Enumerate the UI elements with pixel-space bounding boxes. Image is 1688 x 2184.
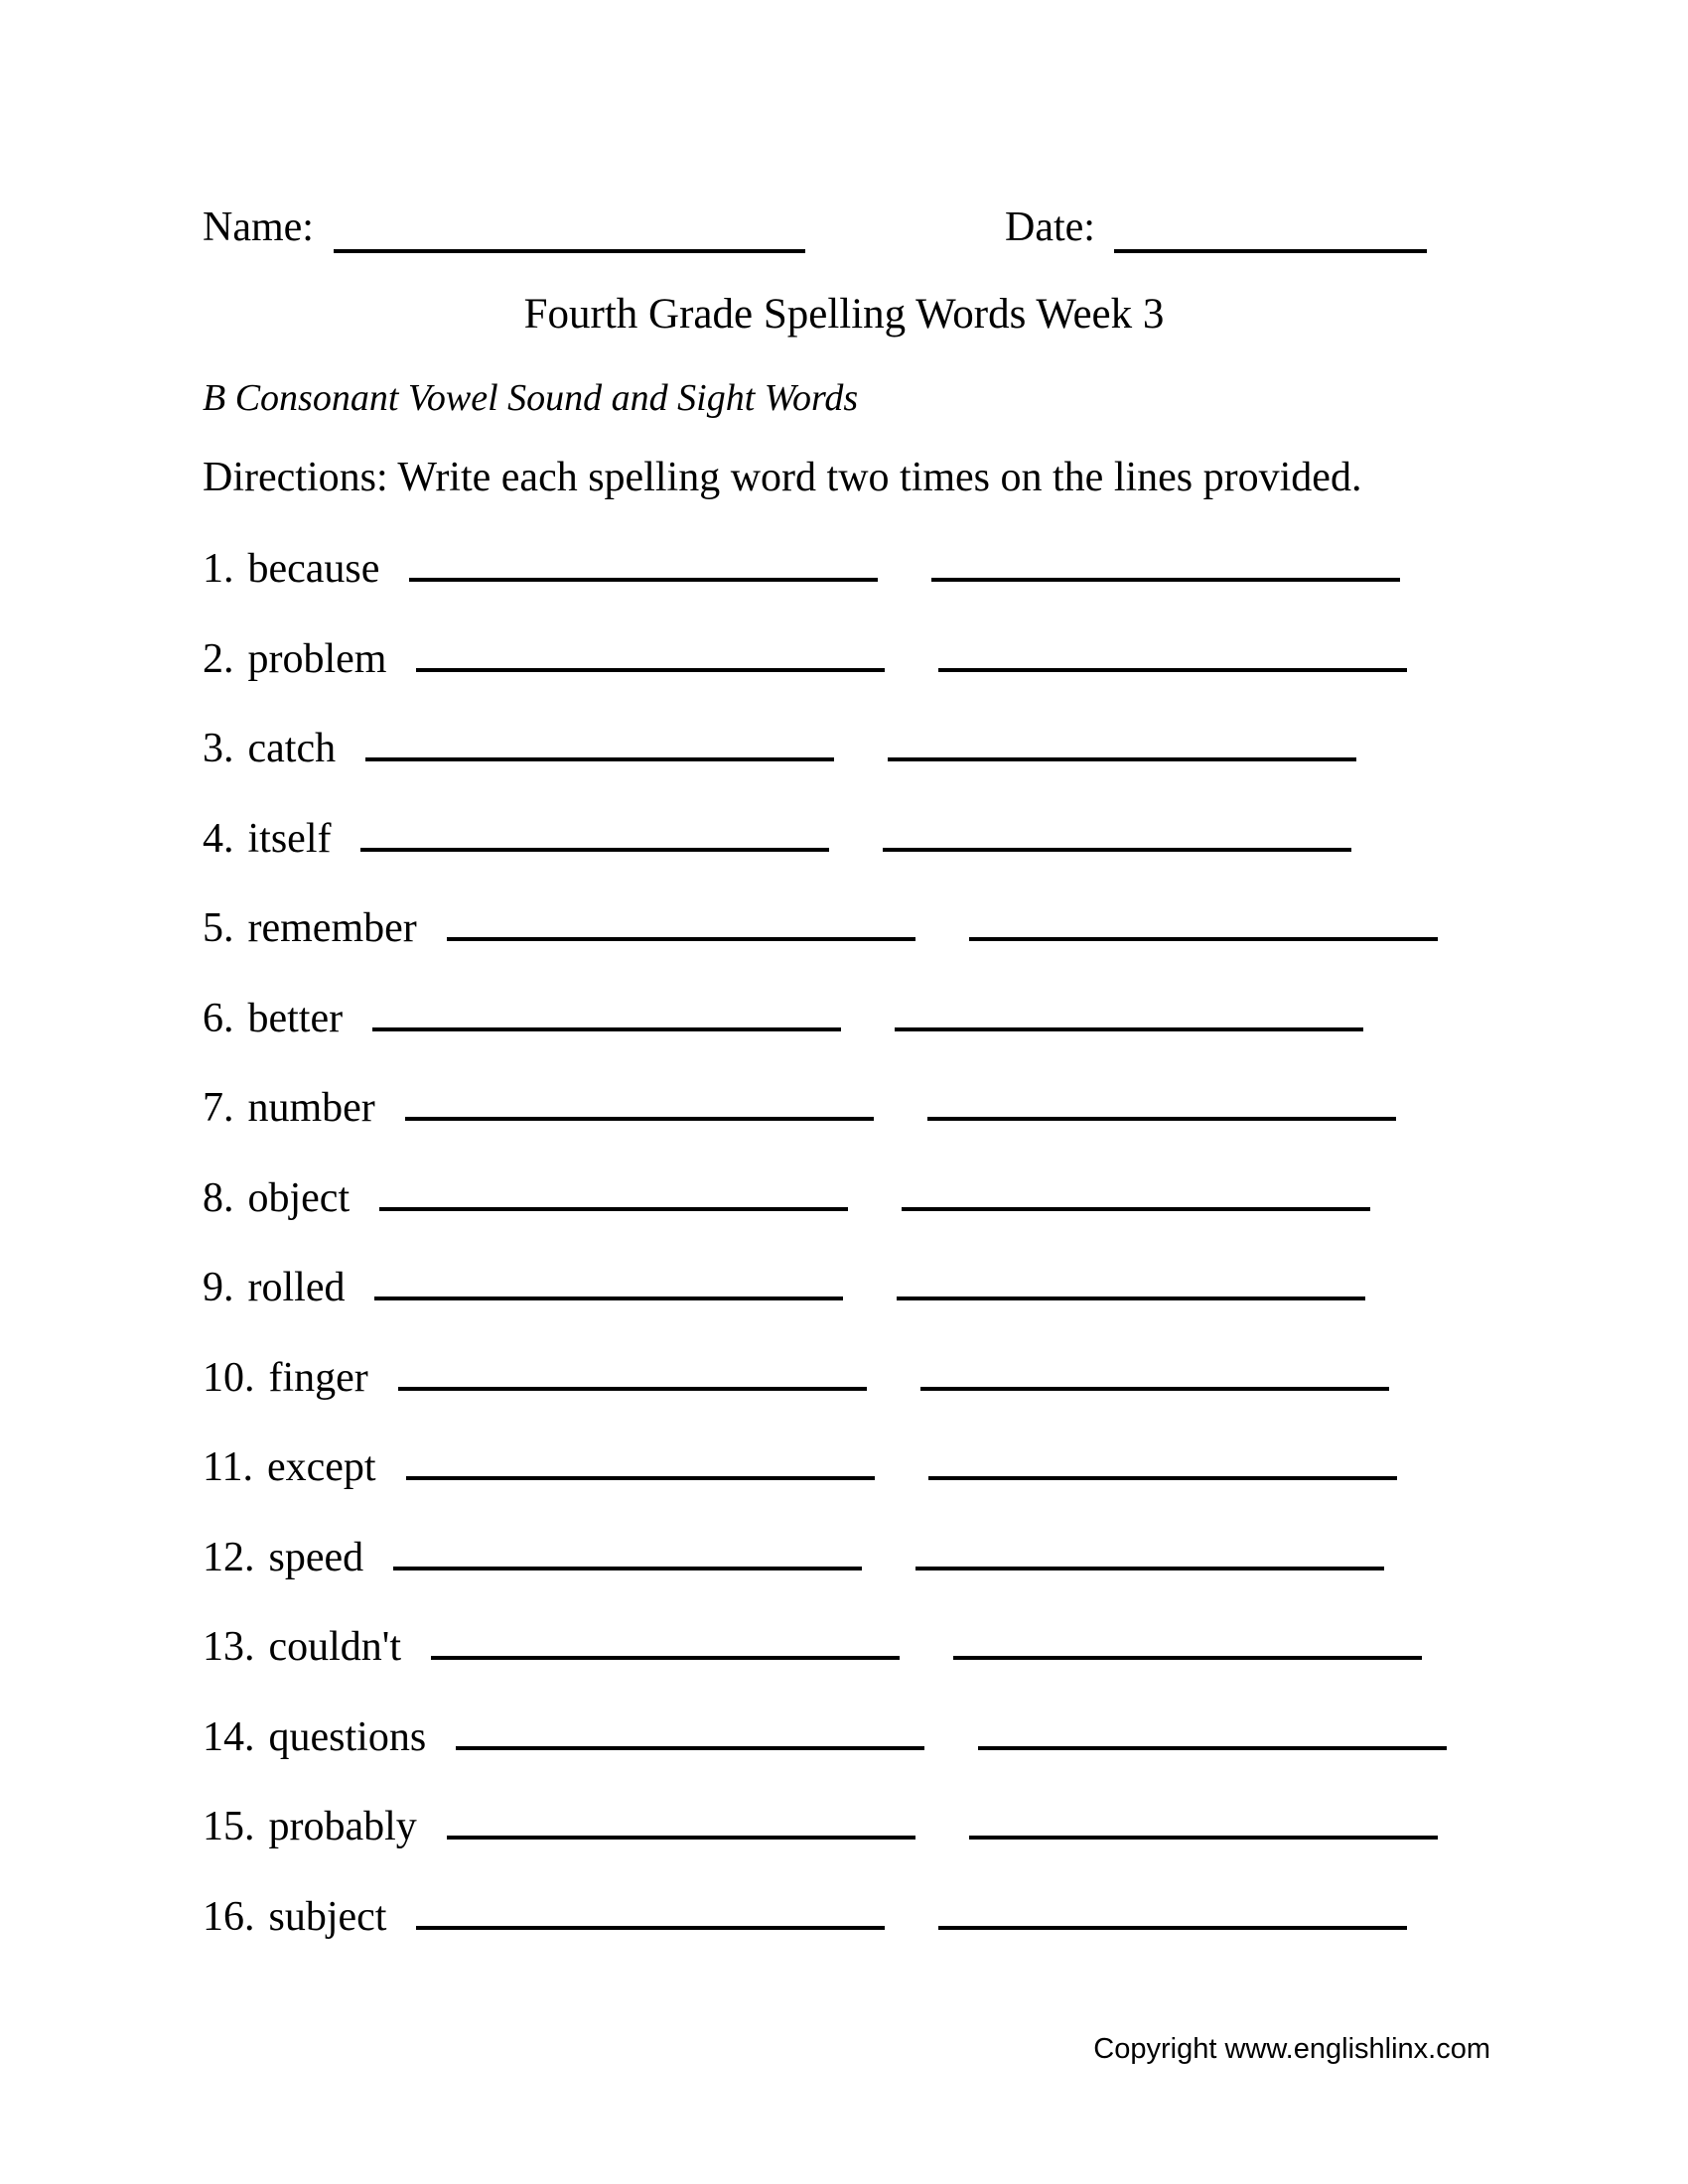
spelling-word-row (203, 1083, 1628, 1173)
spelling-word-row (203, 1263, 1628, 1353)
practice-line-2[interactable] (938, 668, 1407, 672)
word-label (203, 903, 417, 953)
word-text: itself (247, 815, 332, 862)
practice-line-1[interactable] (431, 1656, 900, 1660)
word-number: 9. (203, 1265, 234, 1310)
word-label (203, 634, 386, 684)
spelling-word-row (203, 1353, 1628, 1443)
word-label (203, 1622, 401, 1672)
practice-line-1[interactable] (379, 1207, 848, 1211)
word-list (203, 544, 1628, 1981)
name-input-line[interactable] (334, 249, 805, 253)
page-title: Fourth Grade Spelling Words Week 3 (523, 291, 1165, 338)
practice-line-1[interactable] (393, 1567, 862, 1570)
spelling-word-row (203, 1802, 1628, 1892)
practice-line-1[interactable] (372, 1027, 841, 1031)
word-label (203, 1442, 376, 1492)
date-input-line[interactable] (1114, 249, 1427, 253)
word-label (203, 1353, 368, 1403)
word-text: except (266, 1444, 376, 1490)
word-label (203, 724, 336, 773)
word-number: 16. (203, 1893, 255, 1940)
practice-line-1[interactable] (416, 668, 885, 672)
word-text: better (247, 995, 344, 1041)
practice-line-1[interactable] (447, 937, 915, 941)
word-text: finger (268, 1354, 368, 1401)
practice-line-1[interactable] (360, 848, 829, 852)
spelling-word-row (203, 1173, 1628, 1264)
practice-line-2[interactable] (920, 1387, 1389, 1391)
word-number: 14. (203, 1713, 255, 1760)
word-label (203, 1533, 363, 1582)
spelling-word-row (203, 903, 1628, 994)
word-number: 4. (203, 815, 234, 862)
word-text: remember (247, 905, 417, 951)
word-text: subject (268, 1893, 387, 1940)
word-number: 11. (203, 1444, 253, 1490)
word-text: couldn't (268, 1624, 402, 1670)
word-number: 15. (203, 1804, 255, 1849)
spelling-word-row (203, 634, 1628, 725)
practice-line-2[interactable] (897, 1297, 1365, 1300)
word-number: 13. (203, 1624, 255, 1670)
word-text: rolled (247, 1265, 346, 1310)
word-number: 10. (203, 1354, 255, 1401)
spelling-word-row (203, 814, 1628, 904)
word-text: probably (268, 1804, 417, 1849)
practice-line-1[interactable] (406, 1476, 875, 1480)
word-text: questions (268, 1713, 427, 1760)
word-number: 8. (203, 1174, 234, 1221)
word-label (203, 1712, 426, 1762)
word-number: 1. (203, 546, 234, 592)
word-text: because (247, 546, 380, 592)
word-label (203, 1173, 350, 1223)
word-number: 12. (203, 1534, 255, 1580)
date-label: Date: (1005, 205, 1095, 250)
practice-line-2[interactable] (969, 1836, 1438, 1840)
practice-line-1[interactable] (398, 1387, 867, 1391)
word-number: 3. (203, 726, 234, 771)
word-text: catch (247, 726, 337, 771)
practice-line-1[interactable] (447, 1836, 915, 1840)
word-text: number (247, 1085, 375, 1131)
word-label (203, 1892, 386, 1942)
practice-line-2[interactable] (978, 1746, 1447, 1750)
word-number: 7. (203, 1085, 234, 1131)
practice-line-2[interactable] (927, 1117, 1396, 1121)
word-label (203, 814, 331, 864)
copyright-text: Copyright www.englishlinx.com (1093, 2033, 1490, 2065)
word-label (203, 544, 379, 594)
spelling-word-row (203, 1892, 1628, 1982)
practice-line-2[interactable] (931, 578, 1400, 582)
spelling-word-row (203, 544, 1628, 634)
practice-line-1[interactable] (416, 1926, 885, 1930)
practice-line-2[interactable] (953, 1656, 1422, 1660)
name-label: Name: (203, 205, 314, 250)
practice-line-2[interactable] (915, 1567, 1384, 1570)
worksheet-subtitle: B Consonant Vowel Sound and Sight Words (203, 377, 859, 419)
word-label (203, 994, 343, 1043)
word-number: 2. (203, 635, 234, 682)
practice-line-2[interactable] (895, 1027, 1363, 1031)
spelling-word-row (203, 1622, 1628, 1712)
practice-line-1[interactable] (374, 1297, 843, 1300)
practice-line-2[interactable] (902, 1207, 1370, 1211)
word-text: object (247, 1174, 351, 1221)
practice-line-1[interactable] (405, 1117, 874, 1121)
spelling-word-row (203, 1712, 1628, 1803)
practice-line-2[interactable] (928, 1476, 1397, 1480)
spelling-word-row (203, 994, 1628, 1084)
spelling-word-row (203, 1442, 1628, 1533)
practice-line-1[interactable] (456, 1746, 924, 1750)
directions-text: Directions: Write each spelling word two times on the lines provided. (203, 455, 1362, 500)
word-number: 5. (203, 905, 234, 951)
practice-line-1[interactable] (365, 757, 834, 761)
word-text: speed (268, 1534, 364, 1580)
word-label (203, 1263, 345, 1312)
word-label (203, 1083, 375, 1133)
practice-line-1[interactable] (409, 578, 878, 582)
spelling-word-row (203, 1533, 1628, 1623)
word-text: problem (247, 635, 387, 682)
word-label (203, 1802, 417, 1851)
spelling-word-row (203, 724, 1628, 814)
practice-line-2[interactable] (888, 757, 1356, 761)
word-number: 6. (203, 995, 234, 1041)
practice-line-2[interactable] (938, 1926, 1407, 1930)
practice-line-2[interactable] (883, 848, 1351, 852)
practice-line-2[interactable] (969, 937, 1438, 941)
